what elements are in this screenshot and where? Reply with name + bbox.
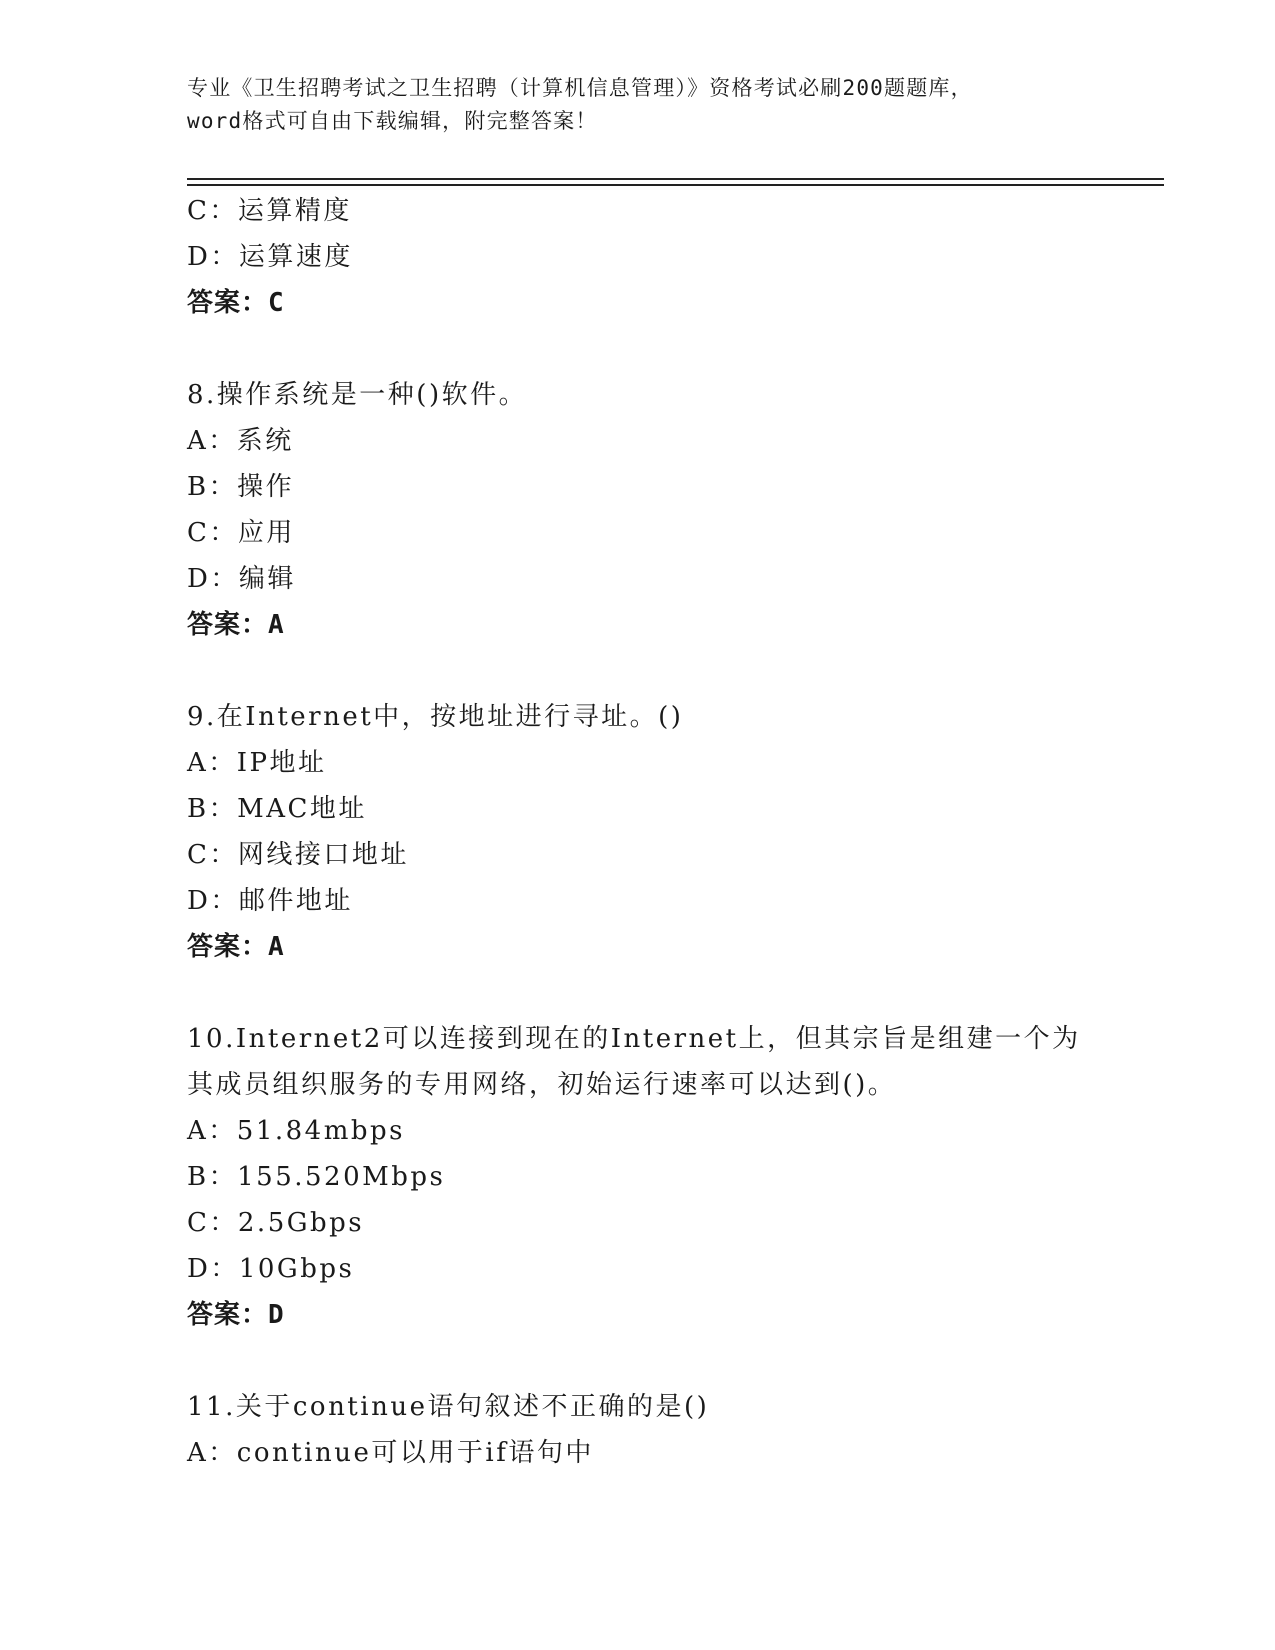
question-text: 9.在Internet中，按地址进行寻址。() bbox=[187, 702, 684, 732]
option-a: A：51.84mbps bbox=[187, 1116, 405, 1146]
question-text: 8.操作系统是一种()软件。 bbox=[187, 380, 528, 410]
option-d: D：运算速度 bbox=[187, 242, 353, 272]
question-block-8 bbox=[187, 372, 1147, 648]
question-list bbox=[187, 188, 1147, 1476]
spacer bbox=[187, 1338, 1147, 1384]
option-a: A：系统 bbox=[187, 426, 294, 456]
document-header bbox=[187, 72, 1087, 138]
spacer bbox=[187, 648, 1147, 694]
header-title-line-2: word格式可自由下载编辑，附完整答案！ bbox=[187, 109, 598, 133]
answer-line: 答案：A bbox=[187, 610, 285, 640]
option-a: A：continue可以用于if语句中 bbox=[187, 1438, 594, 1468]
option-b: B：操作 bbox=[187, 472, 295, 502]
question-text-line-1: 10.Internet2可以连接到现在的Internet上，但其宗旨是组建一个为 bbox=[187, 1024, 1081, 1054]
answer-line: 答案：C bbox=[187, 288, 285, 318]
option-c: C：应用 bbox=[187, 518, 295, 548]
spacer bbox=[187, 326, 1147, 372]
question-block-11 bbox=[187, 1384, 1147, 1476]
answer-line: 答案：D bbox=[187, 1300, 285, 1330]
option-d: D：编辑 bbox=[187, 564, 296, 594]
answer-line: 答案：A bbox=[187, 932, 285, 962]
header-divider-top bbox=[187, 178, 1164, 180]
option-b: B：155.520Mbps bbox=[187, 1162, 446, 1192]
option-c: C：2.5Gbps bbox=[187, 1208, 365, 1238]
header-title-line-1: 专业《卫生招聘考试之卫生招聘（计算机信息管理）》资格考试必刷200题题库， bbox=[187, 76, 973, 100]
option-d: D：10Gbps bbox=[187, 1254, 355, 1284]
spacer bbox=[187, 970, 1147, 1016]
question-text-line-2: 其成员组织服务的专用网络，初始运行速率可以达到()。 bbox=[187, 1070, 897, 1100]
header-divider-bottom bbox=[187, 184, 1164, 186]
question-block-10 bbox=[187, 1016, 1147, 1338]
question-block-9 bbox=[187, 694, 1147, 970]
question-block-7-continued bbox=[187, 188, 1147, 326]
question-text: 11.关于continue语句叙述不正确的是() bbox=[187, 1392, 710, 1422]
option-b: B：MAC地址 bbox=[187, 794, 367, 824]
option-c: C：网线接口地址 bbox=[187, 840, 409, 870]
option-a: A：IP地址 bbox=[187, 748, 327, 778]
option-c: C：运算精度 bbox=[187, 196, 352, 226]
option-d: D：邮件地址 bbox=[187, 886, 353, 916]
